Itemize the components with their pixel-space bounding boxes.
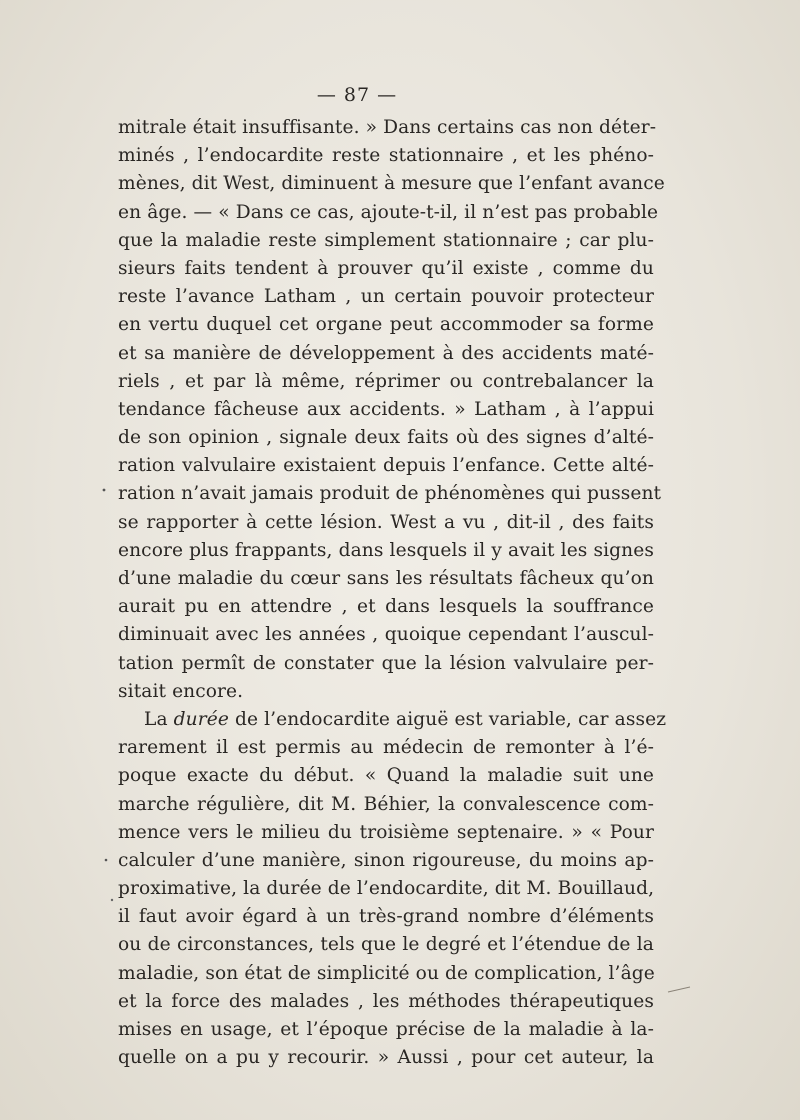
text-span: La: [144, 708, 174, 730]
stray-mark: [668, 987, 690, 992]
ink-speck: [103, 489, 106, 492]
text-line: tendance fâcheuse aux accidents. » Latham , à l’appui: [118, 398, 654, 420]
text-line: mitrale était insuffisante. » Dans certains cas non déter-: [118, 117, 657, 138]
text-line: aurait pu en attendre , et dans lesquels la souffrance: [118, 596, 654, 618]
text-line: mises en usage, et l’époque précise de la maladie à la-: [118, 1019, 654, 1040]
text-line: sieurs faits tendent à prouver qu’il existe , comme du: [118, 257, 654, 279]
text-span: de l’endocardite aiguë est variable, car assez: [228, 708, 667, 730]
text-line: encore plus frappants, dans lesquels il y avait les signes: [118, 539, 654, 561]
text-line: maladie, son état de simplicité ou de complication, l’âge: [118, 962, 655, 984]
text-line: calculer d’une manière, sinon rigoureuse, du moins ap-: [118, 849, 654, 871]
text-line: tation permît de constater que la lésion valvulaire per-: [118, 652, 654, 674]
text-line: riels , et par là même, réprimer ou contrebalancer la: [118, 370, 654, 392]
paragraph-first-line: [118, 706, 667, 734]
text-line: diminuait avec les années , quoique cependant l’auscul-: [118, 624, 654, 646]
text-line: en vertu duquel cet organe peut accommoder sa forme: [118, 314, 654, 336]
text-line: en âge. — « Dans ce cas, ajoute-t-il, il n’est pas probable: [118, 201, 659, 223]
text-line: et la force des malades , les méthodes thérapeutiques: [118, 990, 654, 1012]
text-line: d’une maladie du cœur sans les résultats fâcheux qu’on: [118, 568, 654, 589]
italic-term: durée: [173, 708, 229, 730]
ink-speck: [111, 899, 113, 901]
page-number: — 87 —: [316, 84, 398, 106]
text-line: ration valvulaire existaient depuis l’enfance. Cette alté-: [118, 455, 654, 477]
text-line: rarement il est permis au médecin de remonter à l’é-: [118, 737, 654, 759]
text-line: marche régulière, dit M. Béhier, la convalescence com-: [118, 793, 654, 815]
text-line: minés , l’endocardite reste stationnaire , et les phéno-: [118, 145, 654, 167]
text-line: mence vers le milieu du troisième septenaire. » « Pour: [118, 821, 654, 843]
text-line: de son opinion , signale deux faits où des signes d’alté-: [118, 427, 654, 449]
text-line: ou de circonstances, tels que le degré et l’étendue de la: [118, 934, 654, 956]
text-line: mènes, dit West, diminuent à mesure que l’enfant avance: [118, 173, 665, 195]
ink-speck: [105, 859, 108, 862]
text-line: quelle on a pu y recourir. » Aussi , pour cet auteur, la: [118, 1047, 654, 1069]
body-text: [118, 114, 667, 1072]
text-line: poque exacte du début. « Quand la maladie suit une: [118, 765, 654, 787]
text-line: se rapporter à cette lésion. West a vu , dit-il , des faits: [118, 511, 654, 533]
text-line: proximative, la durée de l’endocardite, dit M. Bouillaud,: [118, 878, 655, 900]
text-line: ration n’avait jamais produit de phénomènes qui pussent: [118, 483, 662, 505]
text-line: reste l’avance Latham , un certain pouvoir protecteur: [118, 286, 654, 308]
text-line: et sa manière de développement à des accidents maté-: [118, 342, 654, 364]
text-line: sitait encore.: [118, 680, 244, 702]
text-line: que la maladie reste simplement stationnaire ; car plu-: [118, 229, 654, 251]
text-line: il faut avoir égard à un très-grand nombre d’éléments: [118, 906, 654, 928]
